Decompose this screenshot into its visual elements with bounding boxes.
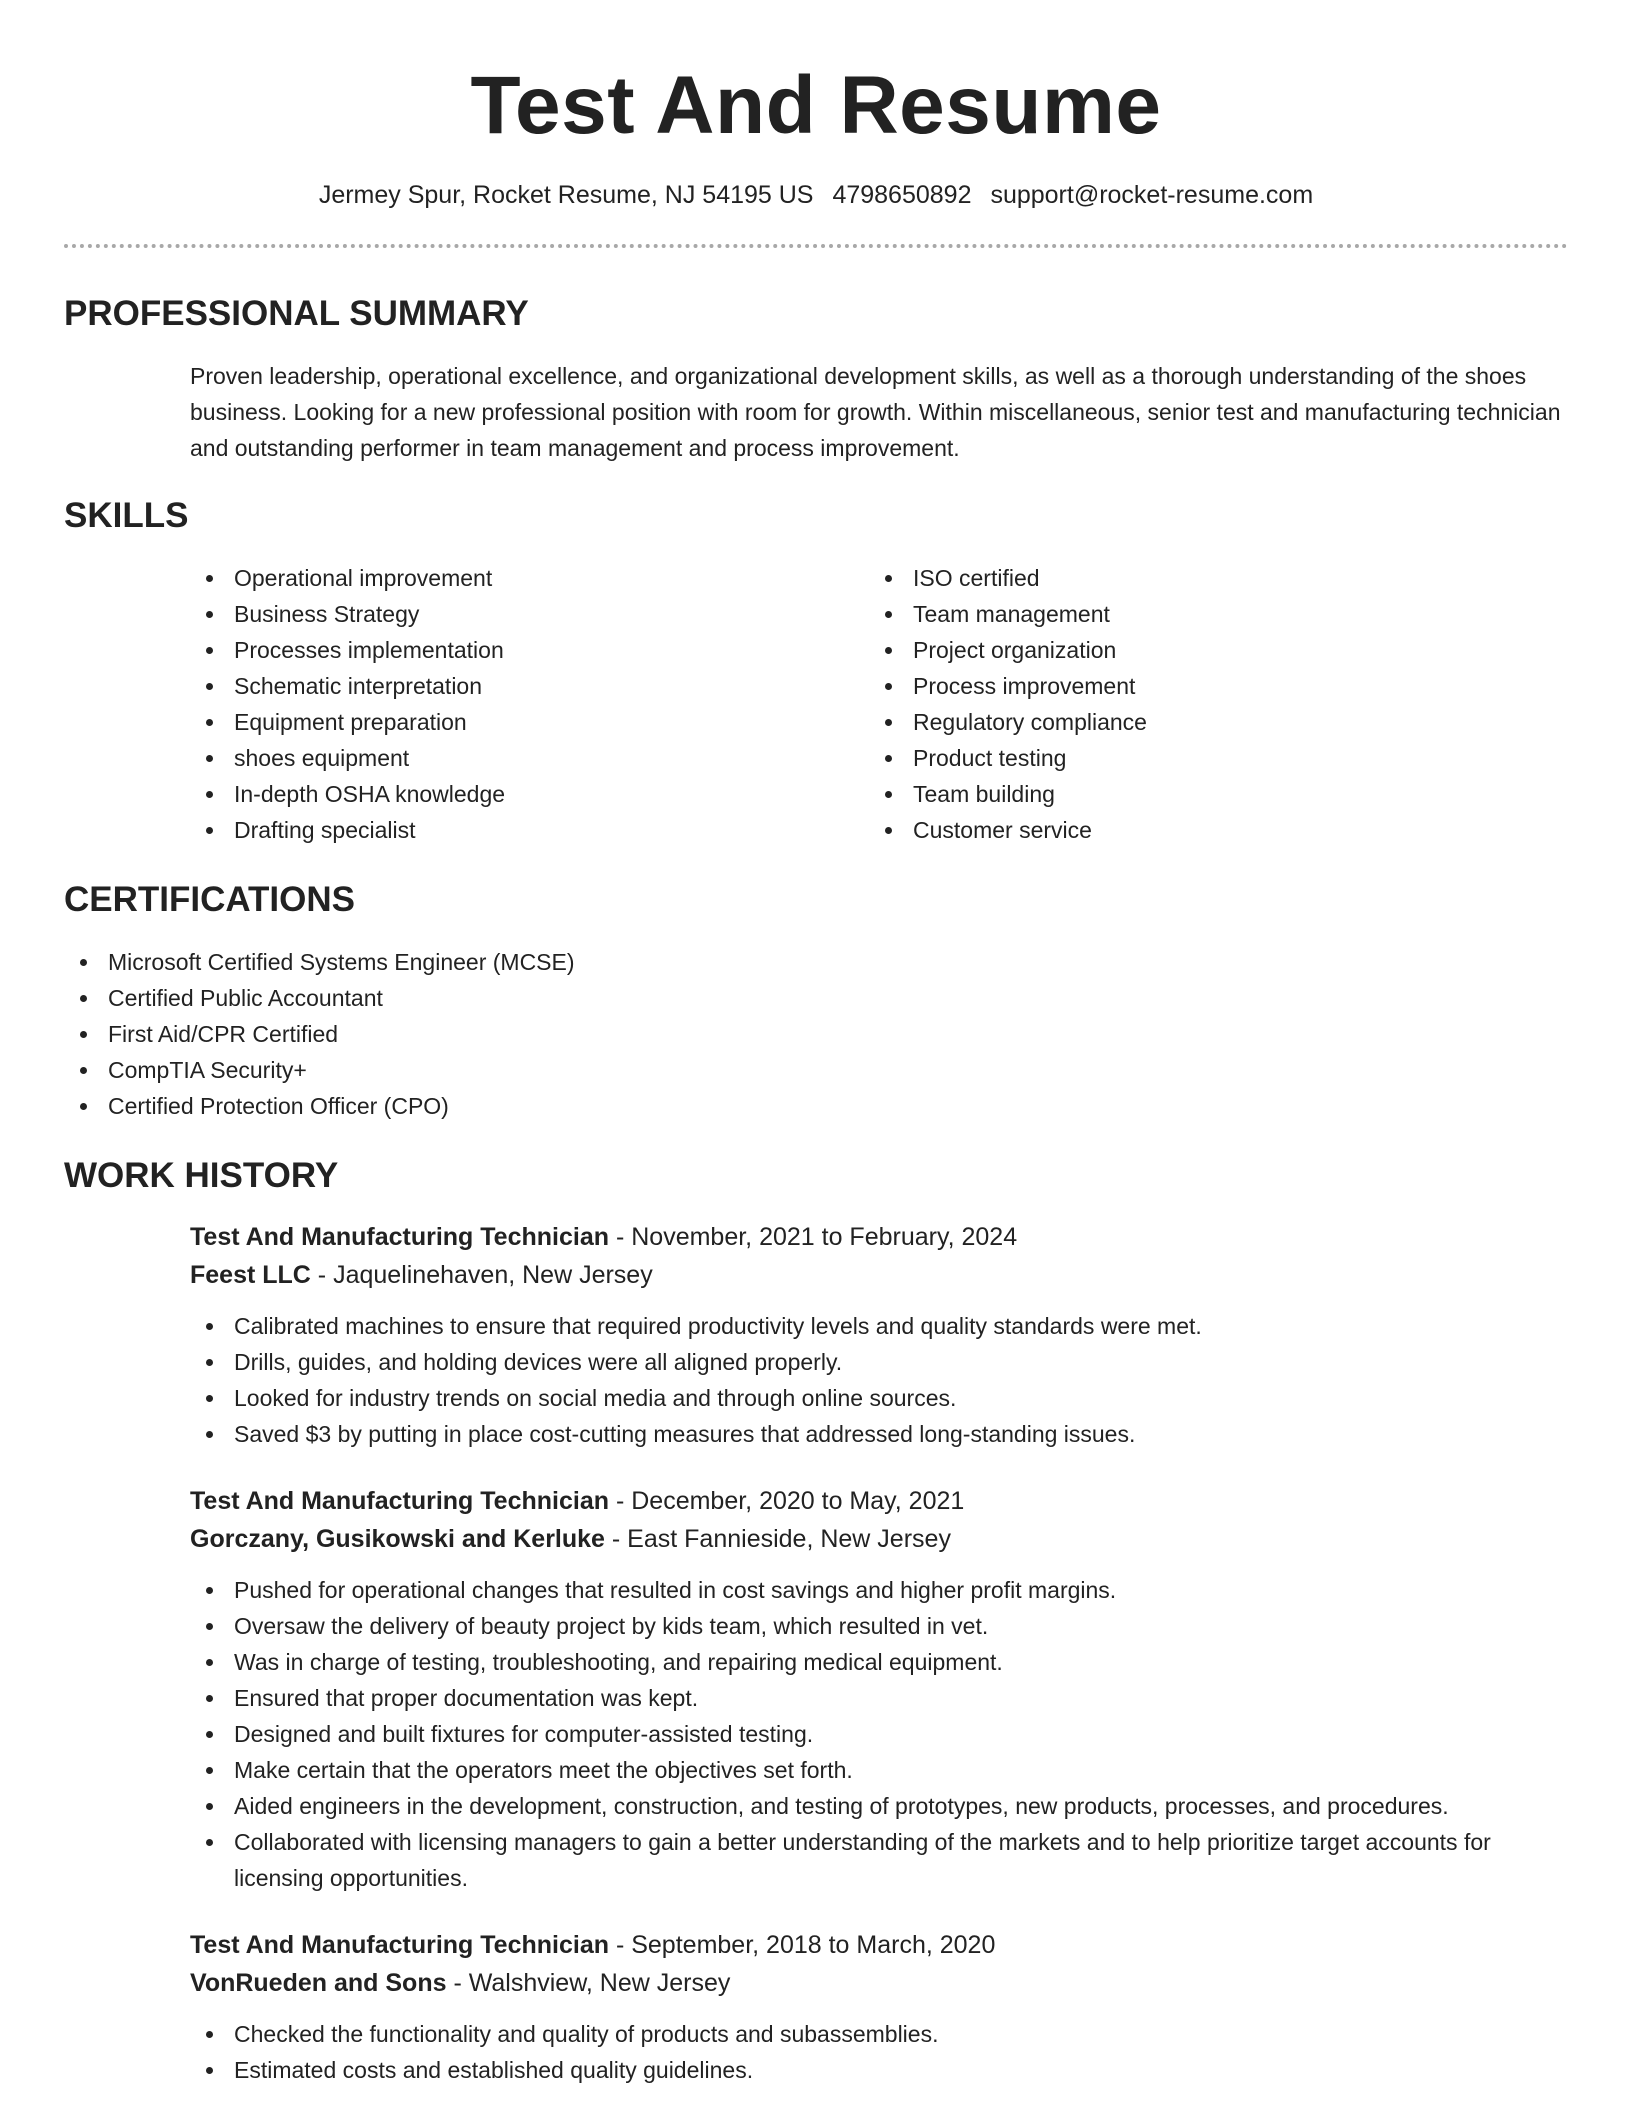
work-history-section xyxy=(64,1154,1568,2088)
job-company: VonRueden and Sons xyxy=(190,1969,447,1997)
job-bullet: Ensured that proper documentation was kept. xyxy=(190,1680,1568,1716)
job-bullet: Calibrated machines to ensure that required productivity levels and quality standards were met. xyxy=(190,1308,1568,1344)
job-bullet: Pushed for operational changes that resulted in cost savings and higher profit margins. xyxy=(190,1572,1568,1608)
skill-item: Drafting specialist xyxy=(190,812,869,848)
job-title-line xyxy=(190,1926,1568,1964)
phone-text: 4798650892 xyxy=(832,181,972,209)
job-bullet: Drills, guides, and holding devices were all aligned properly. xyxy=(190,1344,1568,1380)
work-history-heading: WORK HISTORY xyxy=(64,1156,339,1195)
header-divider xyxy=(64,244,1568,248)
address-text: Jermey Spur, Rocket Resume, NJ 54195 US xyxy=(318,181,814,209)
job-title-line xyxy=(190,1218,1568,1256)
job-title: Test And Manufacturing Technician xyxy=(190,1487,610,1515)
certification-item: Microsoft Certified Systems Engineer (MCSE) xyxy=(64,944,1568,980)
job-bullet: Designed and built fixtures for computer-assisted testing. xyxy=(190,1716,1568,1752)
job-company-line xyxy=(190,1256,1568,1294)
summary-section xyxy=(64,292,1568,466)
job-bullet: Checked the functionality and quality of products and subassemblies. xyxy=(190,2016,1568,2052)
resume-page xyxy=(64,0,1568,2088)
job-entry xyxy=(190,1926,1568,2088)
skill-item: Team building xyxy=(869,776,1548,812)
skill-item: Product testing xyxy=(869,740,1548,776)
job-company-line xyxy=(190,1520,1568,1558)
skills-columns xyxy=(190,560,1568,848)
skill-item: Regulatory compliance xyxy=(869,704,1548,740)
job-company-line xyxy=(190,1964,1568,2002)
skills-left-list xyxy=(190,560,869,848)
job-title: Test And Manufacturing Technician xyxy=(190,1931,610,1959)
job-location: - Jaquelinehaven, New Jersey xyxy=(310,1261,653,1289)
skill-item: Business Strategy xyxy=(190,596,869,632)
skill-item: shoes equipment xyxy=(190,740,869,776)
job-bullet: Oversaw the delivery of beauty project by kids team, which resulted in vet. xyxy=(190,1608,1568,1644)
skill-item: Process improvement xyxy=(869,668,1548,704)
certification-item: Certified Public Accountant xyxy=(64,980,1568,1016)
certifications-section xyxy=(64,878,1568,1124)
certifications-list xyxy=(64,944,1568,1124)
skill-item: Customer service xyxy=(869,812,1548,848)
job-company: Feest LLC xyxy=(190,1261,311,1289)
skill-item: Schematic interpretation xyxy=(190,668,869,704)
job-dates: - December, 2020 to May, 2021 xyxy=(609,1487,965,1515)
job-entry xyxy=(190,1218,1568,1452)
skill-item: In-depth OSHA knowledge xyxy=(190,776,869,812)
job-bullet: Aided engineers in the development, construction, and testing of prototypes, new products, processes, and procedures. xyxy=(190,1788,1568,1824)
job-bullets xyxy=(190,1572,1568,1896)
job-dates: - November, 2021 to February, 2024 xyxy=(609,1223,1018,1251)
summary-text: Proven leadership, operational excellence, and organizational development skills, as well as a thorough understanding of the shoes business. Looking for a new professional position with room for growth. Within miscellaneous, senior test and manufacturing technician and outstanding performer in team management and process improvement. xyxy=(190,363,1561,461)
skills-heading: SKILLS xyxy=(64,496,189,535)
job-bullet: Make certain that the operators meet the objectives set forth. xyxy=(190,1752,1568,1788)
job-dates: - September, 2018 to March, 2020 xyxy=(609,1931,996,1959)
skill-item: Operational improvement xyxy=(190,560,869,596)
job-bullet: Estimated costs and established quality guidelines. xyxy=(190,2052,1568,2088)
skill-item: Processes implementation xyxy=(190,632,869,668)
job-bullet: Looked for industry trends on social media and through online sources. xyxy=(190,1380,1568,1416)
job-entry xyxy=(190,1482,1568,1896)
skill-item: Equipment preparation xyxy=(190,704,869,740)
job-location: - East Fannieside, New Jersey xyxy=(604,1525,951,1553)
job-bullet: Saved $3 by putting in place cost-cutting measures that addressed long-standing issues. xyxy=(190,1416,1568,1452)
skill-item: ISO certified xyxy=(869,560,1548,596)
skills-right-list xyxy=(869,560,1548,848)
email-text: support@rocket-resume.com xyxy=(990,181,1314,209)
job-bullet: Was in charge of testing, troubleshooting, and repairing medical equipment. xyxy=(190,1644,1568,1680)
contact-line xyxy=(64,178,1568,212)
job-title-line xyxy=(190,1482,1568,1520)
certification-item: Certified Protection Officer (CPO) xyxy=(64,1088,1568,1124)
job-title: Test And Manufacturing Technician xyxy=(190,1223,610,1251)
skill-item: Project organization xyxy=(869,632,1548,668)
certifications-heading: CERTIFICATIONS xyxy=(64,880,356,919)
candidate-name: Test And Resume xyxy=(470,60,1162,151)
job-bullets xyxy=(190,1308,1568,1452)
certification-item: First Aid/CPR Certified xyxy=(64,1016,1568,1052)
skill-item: Team management xyxy=(869,596,1548,632)
skills-section xyxy=(64,494,1568,848)
job-location: - Walshview, New Jersey xyxy=(446,1969,731,1997)
job-bullets xyxy=(190,2016,1568,2088)
certification-item: CompTIA Security+ xyxy=(64,1052,1568,1088)
summary-heading: PROFESSIONAL SUMMARY xyxy=(64,294,529,333)
job-company: Gorczany, Gusikowski and Kerluke xyxy=(190,1525,605,1553)
job-bullet: Collaborated with licensing managers to gain a better understanding of the markets and to help prioritize target accounts for licensing opportunities. xyxy=(190,1824,1568,1896)
